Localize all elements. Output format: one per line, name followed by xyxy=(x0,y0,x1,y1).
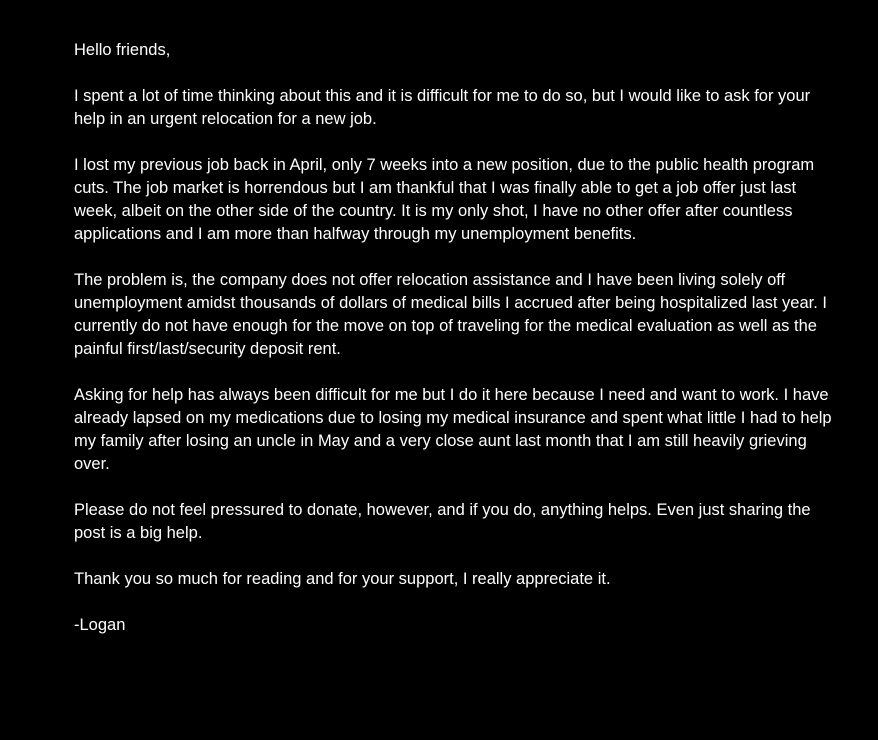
letter-body xyxy=(74,39,834,637)
letter-paragraph: Thank you so much for reading and for your support, I really appreciate it. xyxy=(74,570,611,588)
letter-greeting: Hello friends, xyxy=(74,41,171,59)
letter-paragraph: Asking for help has always been difficult for me but I do it here because I need and want to work. I have already lapsed on my medications due to losing my medical insurance and spent what little I had to help my family after losing an uncle in May and a very close aunt last month that I am still heavily grieving over. xyxy=(74,386,832,473)
letter-paragraph: The problem is, the company does not offer relocation assistance and I have been living solely off unemployment amidst thousands of dollars of medical bills I accrued after being hospitalized last year. I currently do not have enough for the move on top of traveling for the medical evaluation as well as the painful first/last/security deposit rent. xyxy=(74,271,827,358)
letter-signature: -Logan xyxy=(74,616,126,634)
letter-paragraph: Please do not feel pressured to donate, however, and if you do, anything helps. Even just sharing the post is a big help. xyxy=(74,501,811,542)
letter-paragraph: I spent a lot of time thinking about this and it is difficult for me to do so, but I would like to ask for your help in an urgent relocation for a new job. xyxy=(74,87,811,128)
letter-paragraph: I lost my previous job back in April, only 7 weeks into a new position, due to the public health program cuts. The job market is horrendous but I am thankful that I was finally able to get a job offer just last week, albeit on the other side of the country. It is my only shot, I have no other offer after countless applications and I am more than halfway through my unemployment benefits. xyxy=(74,156,815,243)
